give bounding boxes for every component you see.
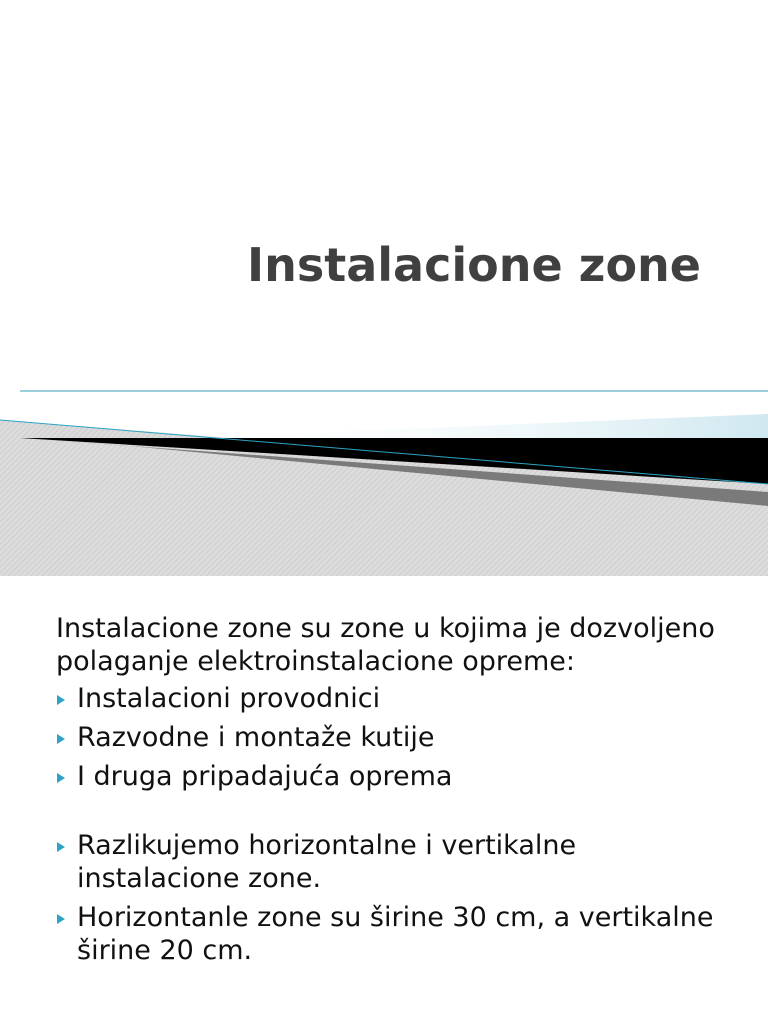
light-blue-wedge [180, 414, 768, 438]
triangle-bullet-icon [57, 773, 65, 783]
bullet-list [56, 682, 746, 967]
bullet-text: Instalacioni provodnici [77, 683, 381, 714]
intro-text: Instalacione zone su zone u kojima je dozvoljeno polaganje elektroinstalacione opreme: [56, 613, 715, 677]
bullet-item [56, 760, 746, 793]
bullet-item [56, 721, 746, 754]
slide-body [56, 612, 746, 973]
bullet-text: Horizontanle zone su širine 30 cm, a vertikalne širine 20 cm. [77, 902, 714, 966]
slide-title: Instalacione zone [246, 238, 701, 292]
triangle-bullet-icon [57, 842, 65, 852]
triangle-bullet-icon [57, 695, 65, 705]
bullet-item [56, 829, 746, 895]
bullet-text: Razvodne i montaže kutije [77, 722, 435, 753]
bullet-item [56, 682, 746, 715]
bullet-text: I druga pripadajuća oprema [77, 761, 453, 792]
decorative-band [0, 380, 768, 580]
bullet-text: Razlikujemo horizontalne i vertikalne instalacione zone. [77, 830, 577, 894]
triangle-bullet-icon [57, 914, 65, 924]
bullet-item [56, 901, 746, 967]
triangle-bullet-icon [57, 734, 65, 744]
